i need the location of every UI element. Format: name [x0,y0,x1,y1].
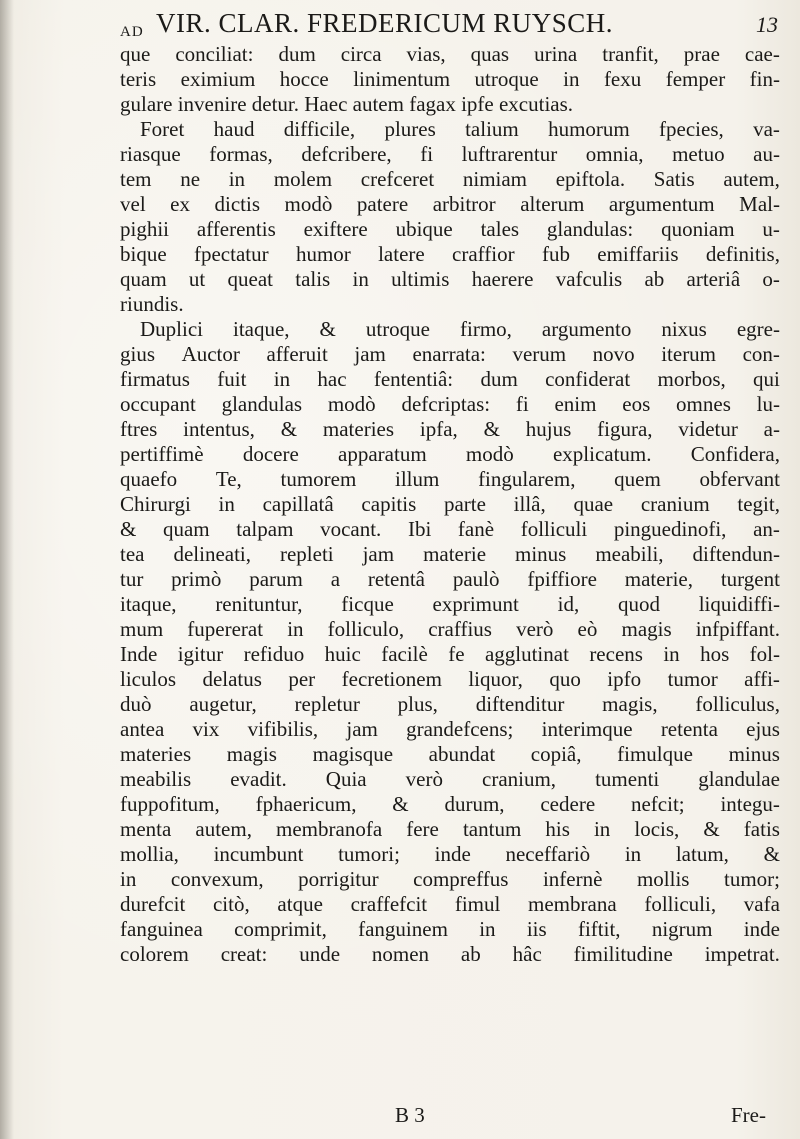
text-line: que conciliat: dum circa vias, quas urina tranfit, prae cae- [120,42,780,66]
text-line: bique fpectatur humor latere craffior fub emiffariis definitis, [120,242,780,266]
text-line: liculos delatus per fecretionem liquor, quo ipfo tumor affi- [120,667,780,691]
page-number: 13 [756,12,778,37]
text-line: quaefo Te, tumorem illum fingularem, quem obfervant [120,467,780,491]
text-line: teris eximium hocce linimentum utroque in fexu femper fin- [120,67,780,91]
text-line: duò augetur, repletur plus, diftenditur magis, folliculus, [120,692,780,716]
binding-shadow [0,0,14,1139]
text-line: meabilis evadit. Quia verò cranium, tumenti glandulae [120,767,780,791]
running-head [120,6,780,46]
text-line: itaque, renituntur, ficque exprimunt id, quod liquidiffi- [120,592,780,616]
text-line: antea vix vifibilis, jam grandefcens; interimque retenta ejus [120,717,780,741]
text-line: gulare invenire detur. Haec autem fagax ipfe excutias. [120,92,574,116]
text-line: riundis. [120,292,184,316]
running-head-title: VIR. CLAR. FREDERICUM RUYSCH. [156,8,614,38]
text-line: tem ne in molem crefceret nimiam epiftola. Satis autem, [120,167,780,191]
text-line: gius Auctor afferuit jam enarrata: verum novo iterum con- [120,342,780,366]
text-line: Inde igitur refiduo huic facilè fe agglutinat recens in hos fol- [120,642,780,666]
text-line: Chirurgi in capillatâ capitis parte illâ, quae cranium tegit, [120,492,780,516]
text-line: tea delineati, repleti jam materie minus meabili, diftendun- [120,542,780,566]
text-line: Foret haud difficile, plures talium humorum fpecies, va- [140,117,780,141]
body-text [120,42,780,967]
text-line: Duplici itaque, & utroque firmo, argumento nixus egre- [140,317,780,341]
catchword: Fre- [731,1103,766,1127]
running-head-prefix: AD [120,24,144,40]
text-line: riasque formas, defcribere, fi luftrarentur omnia, metuo au- [120,142,780,166]
text-line: pighii afferentis exiftere ubique tales glandulas: quoniam u- [120,217,780,241]
page-footer [120,1103,780,1131]
text-line: tur primò parum a retentâ paulò fpiffiore materie, turgent [120,567,780,591]
text-line: ftres intentus, & materies ipfa, & hujus figura, videtur a- [120,417,780,441]
text-line: menta autem, membranofa fere tantum his in locis, & fatis [120,817,780,841]
text-line: mollia, incumbunt tumori; inde neceffariò in latum, & [120,842,780,866]
text-line: fuppofitum, fphaericum, & durum, cedere nefcit; integu- [120,792,780,816]
text-line: quam ut queat talis in ultimis haerere vafculis ab arteriâ o- [120,267,780,291]
text-line: pertiffimè docere apparatum modò explicatum. Confidera, [120,442,780,466]
text-line: colorem creat: unde nomen ab hâc fimilitudine impetrat. [120,942,780,966]
text-line: & quam talpam vocant. Ibi fanè folliculi pinguedinofi, an- [120,517,780,541]
text-line: vel ex dictis modò patere arbitror alterum argumentum Mal- [120,192,780,216]
text-line: fanguinea comprimit, fanguinem in iis fiftit, nigrum inde [120,917,780,941]
text-line: occupant glandulas modò defcriptas: fi enim eos omnes lu- [120,392,780,416]
signature-mark: B 3 [395,1103,425,1127]
text-line: in convexum, porrigitur compreffus infernè mollis tumor; [120,867,780,891]
text-line: durefcit citò, atque craffefcit fimul membrana folliculi, vafa [120,892,780,916]
text-line: materies magis magisque abundat copiâ, fimulque minus [120,742,780,766]
text-line: firmatus fuit in hac fententiâ: dum confiderat morbos, qui [120,367,780,391]
text-line: mum fupererat in folliculo, craffius verò eò magis infpiffant. [120,617,780,641]
